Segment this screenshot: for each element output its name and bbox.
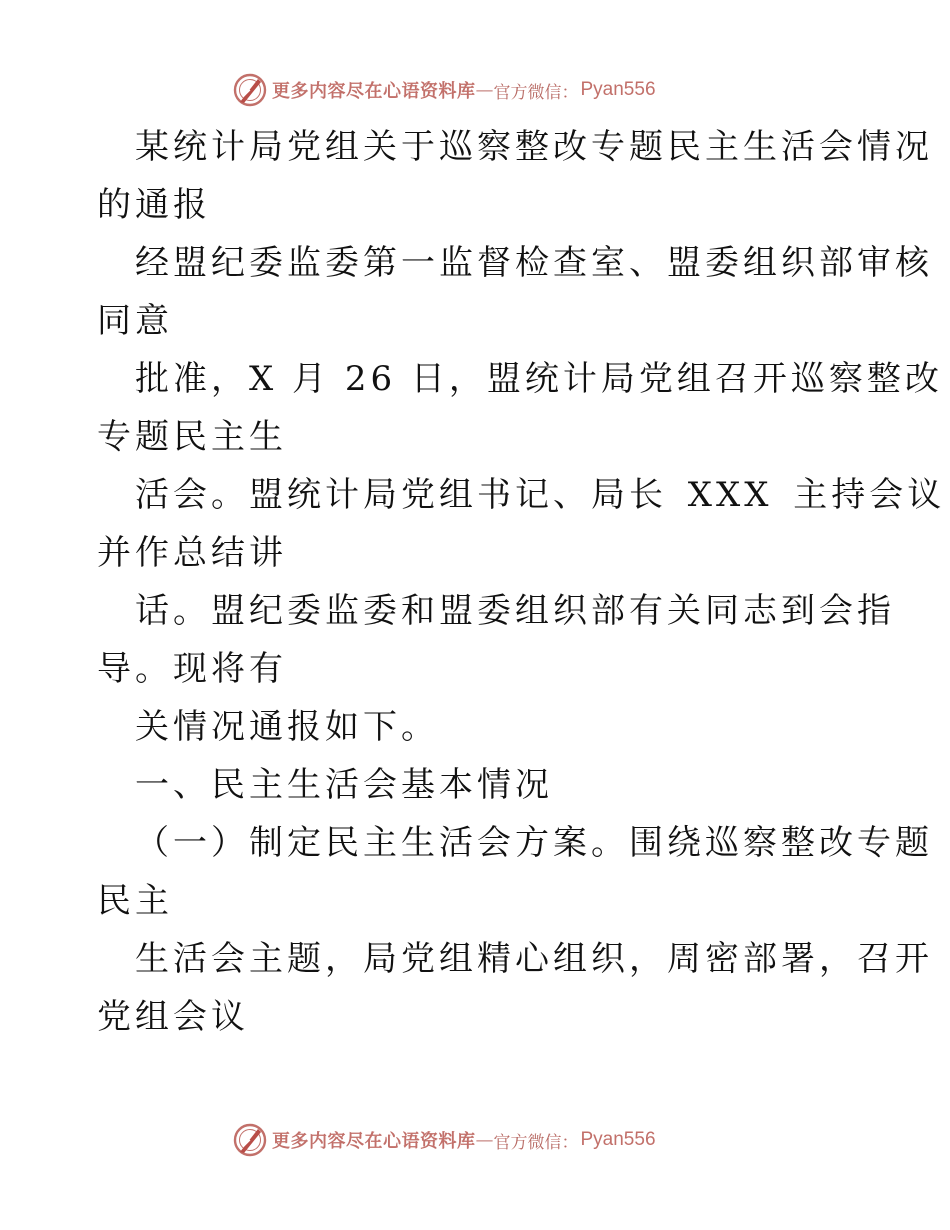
paragraph-line: 批准，X 月 26 日，盟统计局党组召开巡察整改 [135, 359, 943, 399]
document-body [97, 118, 946, 1046]
title-line-1: 某统计局党组关于巡察整改专题民主生活会情况 [135, 127, 933, 167]
watermark-wechat-account: Pyan556 [580, 1129, 656, 1150]
paragraph-line: 并作总结讲 [97, 533, 287, 573]
footer-watermark-banner [232, 1120, 712, 1160]
paragraph-line: 生活会主题，局党组精心组织，周密部署，召开 [135, 939, 933, 979]
paragraph-line: 专题民主生 [97, 417, 287, 457]
paragraph-line: （一）制定民主生活会方案。围绕巡察整改专题 [135, 823, 933, 863]
quill-circle-logo-icon [232, 72, 268, 108]
paragraph-line: 话。盟纪委监委和盟委组织部有关同志到会指 [135, 591, 895, 631]
title-line-2: 的通报 [97, 185, 211, 225]
paragraph-line: 导。现将有 [97, 649, 287, 689]
watermark-main-text: 更多内容尽在心语资料库 [272, 81, 476, 102]
watermark-wechat-label: 官方微信： [493, 82, 579, 103]
header-watermark-banner [232, 70, 712, 110]
paragraph-line: 活会。盟统计局党组书记、局长 XXX 主持会议 [135, 475, 946, 515]
paragraph-line: 经盟纪委监委第一监督检查室、盟委组织部审核 [135, 243, 933, 283]
watermark-wechat-account: Pyan556 [580, 79, 656, 100]
watermark-main-text: 更多内容尽在心语资料库 [272, 1131, 476, 1152]
paragraph-line: 民主 [97, 881, 173, 921]
section-heading: 一、民主生活会基本情况 [135, 765, 553, 805]
paragraph-line: 同意 [97, 301, 173, 341]
watermark-wechat-label: 官方微信： [493, 1132, 579, 1153]
paragraph-line: 关情况通报如下。 [135, 707, 439, 747]
watermark-separator: — [475, 79, 494, 101]
quill-circle-logo-icon [232, 1122, 268, 1158]
paragraph-line: 党组会议 [97, 997, 249, 1037]
watermark-separator: — [475, 1129, 494, 1151]
